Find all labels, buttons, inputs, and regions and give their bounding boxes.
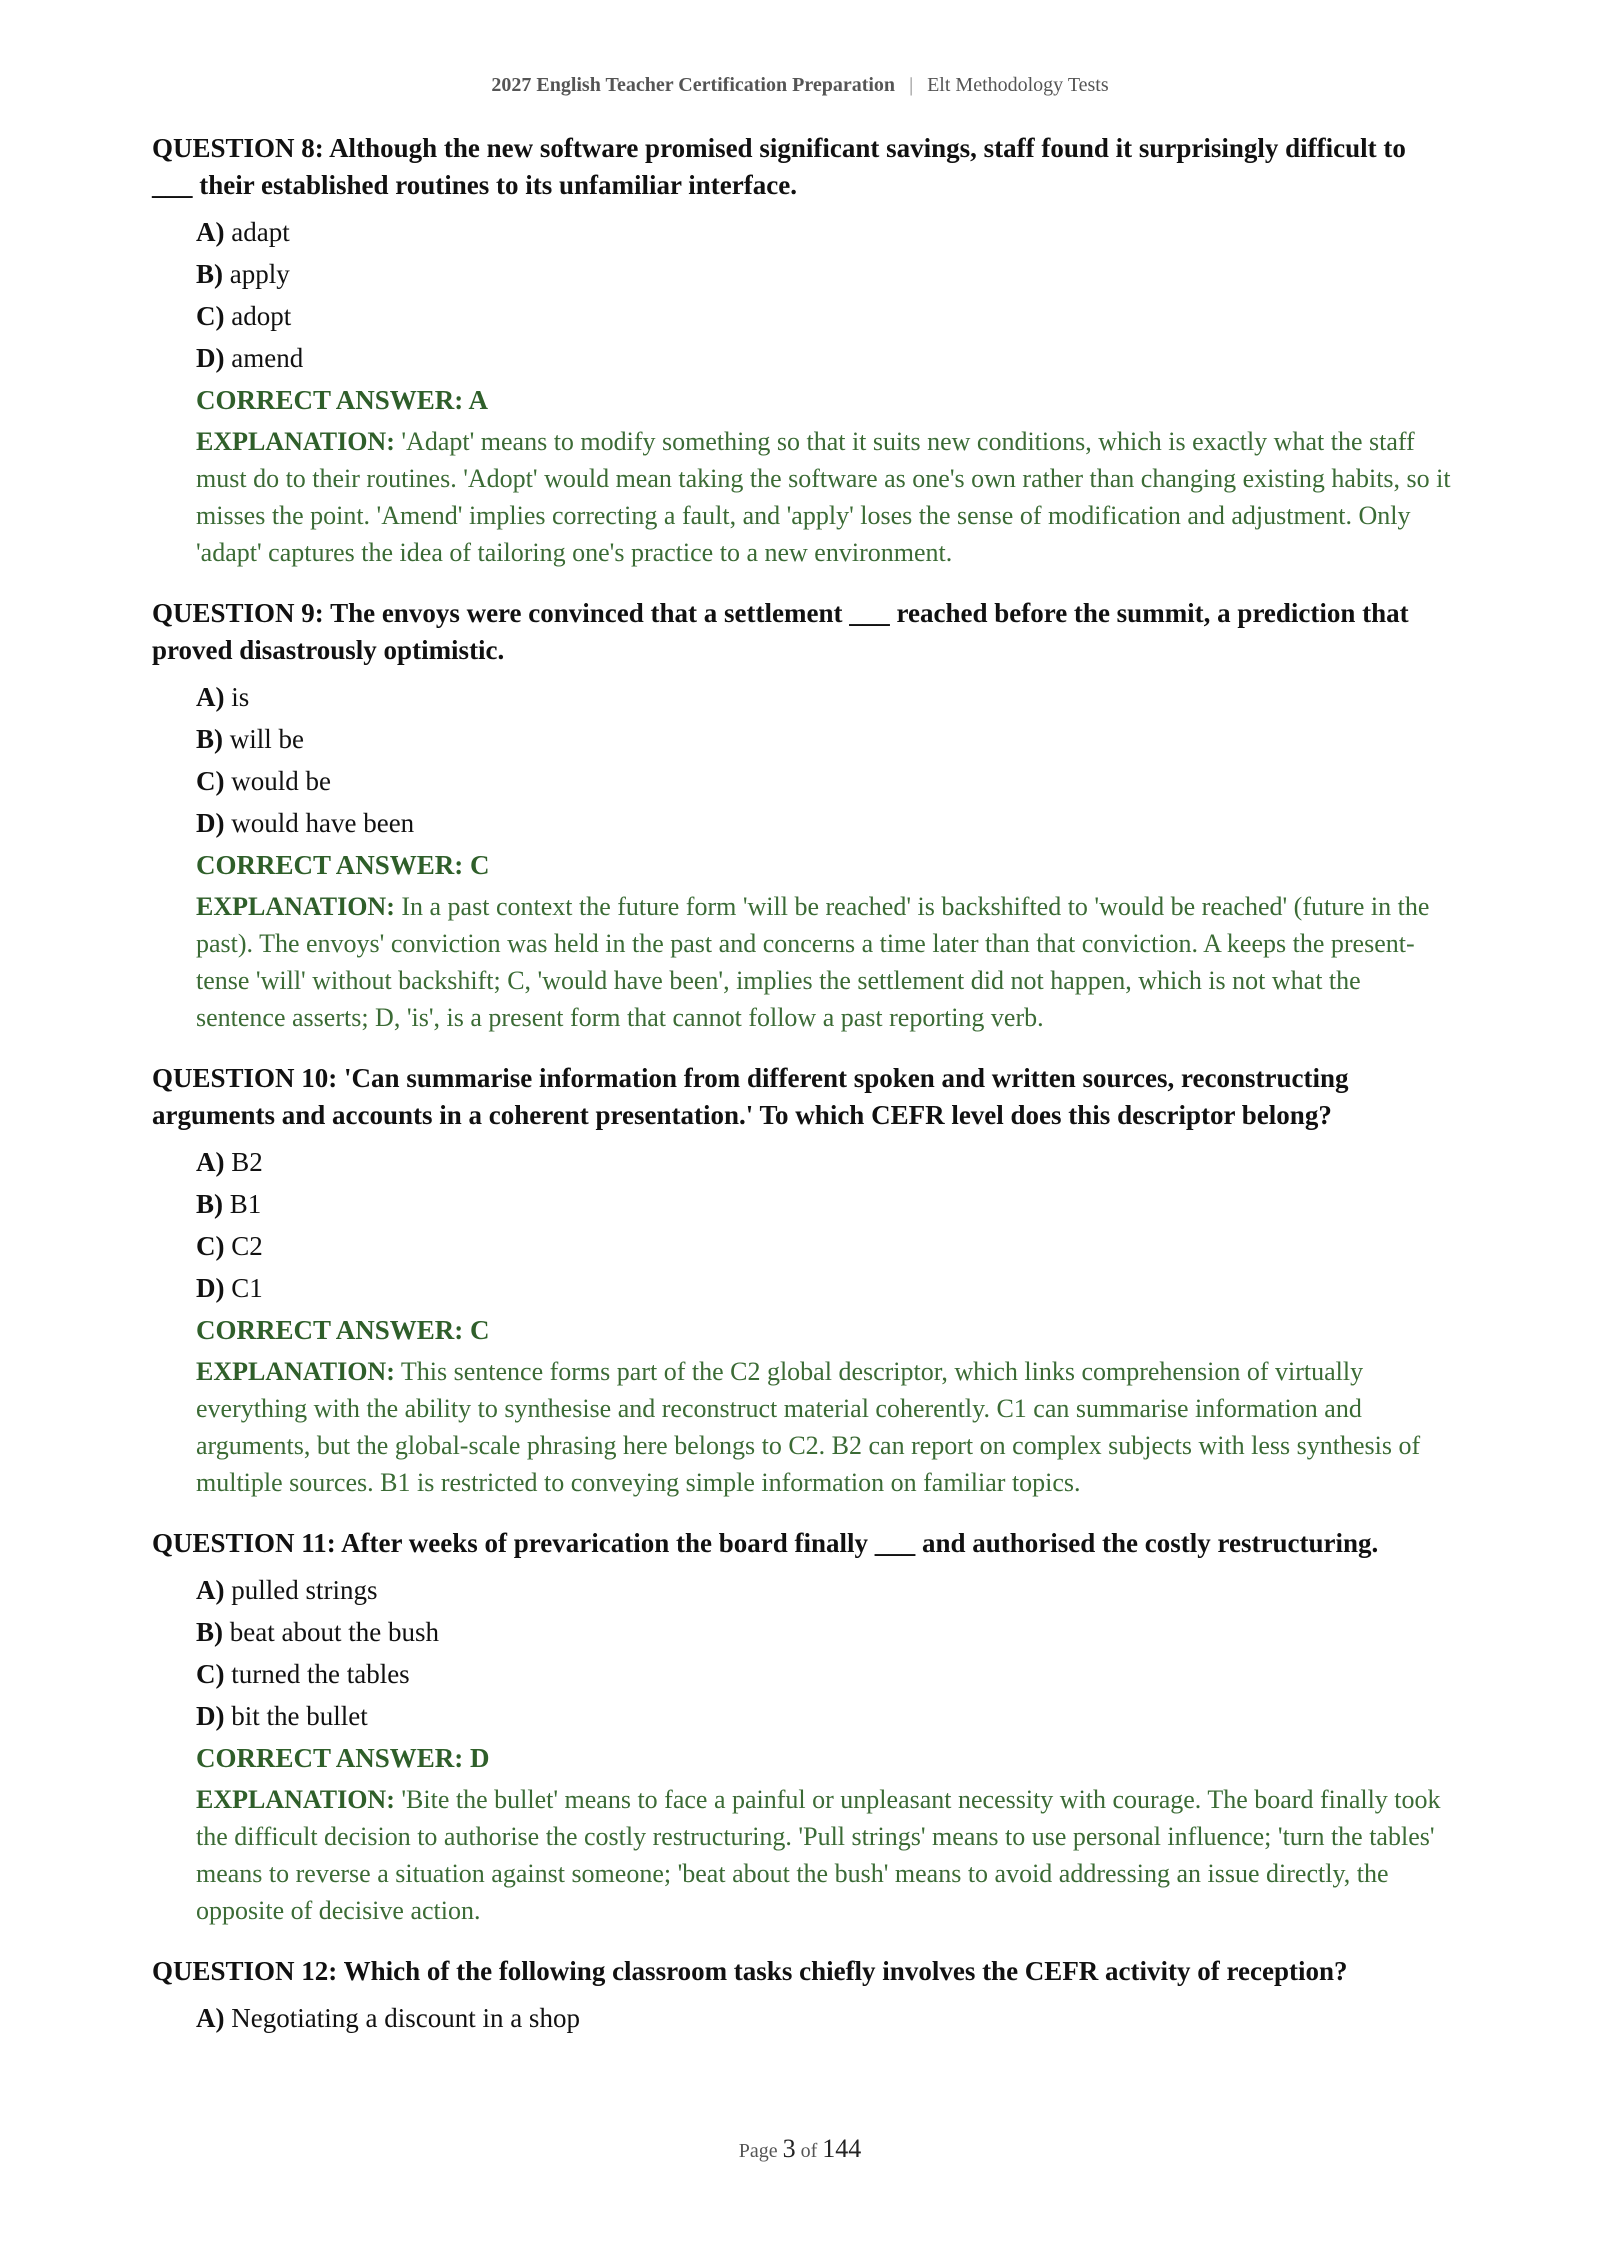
explanation: [196, 1781, 1452, 1929]
explanation: [196, 423, 1452, 571]
option-list: [196, 1569, 1452, 1737]
page-header: [0, 74, 1600, 97]
question-label: QUESTION 8:: [152, 133, 324, 163]
question-text: [152, 1060, 1452, 1134]
option-letter: A): [196, 682, 225, 712]
option-letter: B): [196, 724, 223, 754]
option-text: bit the bullet: [231, 1701, 368, 1731]
question-stem: The envoys were convinced that a settlement ___ reached before the summit, a prediction that proved disastrously optimistic.: [152, 598, 1409, 665]
explanation-text: 'Adapt' means to modify something so that it suits new conditions, which is exactly what the staff must do to their routines. 'Adopt' would mean taking the software as one's own rather than changing existing habits, so it misses the point. 'Amend' implies correcting a fault, and 'apply' loses the sense of modification and adjustment. Only 'adapt' captures the idea of tailoring one's practice to a new environment.: [196, 427, 1451, 567]
question-text: [152, 595, 1452, 669]
option-letter: C): [196, 301, 225, 331]
option-letter: C): [196, 1659, 225, 1689]
option-c: [196, 760, 1452, 802]
page-prefix: Page: [738, 2140, 778, 2162]
option-text: pulled strings: [231, 1575, 378, 1605]
question-text: [152, 1953, 1452, 1990]
option-d: [196, 1695, 1452, 1737]
page-total: 144: [822, 2134, 862, 2163]
option-letter: B): [196, 1189, 223, 1219]
page-number: 3: [782, 2134, 796, 2163]
question-9: [152, 595, 1452, 1036]
page-of: of: [800, 2140, 818, 2162]
header-title: 2027 English Teacher Certification Preparation: [491, 74, 896, 96]
explanation-text: This sentence forms part of the C2 global descriptor, which links comprehension of virtually everything with the ability to synthesise and reconstruct material coherently. C1 can summarise information and arguments, but the global-scale phrasing here belongs to C2. B2 can report on complex subjects with less synthesis of multiple sources. B1 is restricted to conveying simple information on familiar topics.: [196, 1357, 1421, 1497]
question-label: QUESTION 11:: [152, 1528, 336, 1558]
question-label: QUESTION 10:: [152, 1063, 338, 1093]
option-text: is: [231, 682, 250, 712]
question-12: [152, 1953, 1452, 2039]
question-stem: Which of the following classroom tasks chiefly involves the CEFR activity of reception?: [343, 1956, 1348, 1986]
option-list: [196, 1141, 1452, 1309]
option-a: [196, 676, 1452, 718]
question-text: [152, 130, 1452, 204]
option-d: [196, 337, 1452, 379]
question-stem: 'Can summarise information from different spoken and written sources, reconstructing arguments and accounts in a coherent presentation.' To which CEFR level does this descriptor belong?: [152, 1063, 1349, 1130]
question-stem: Although the new software promised significant savings, staff found it surprisingly difficult to ___ their established routines to its unfamiliar interface.: [152, 133, 1406, 200]
option-letter: A): [196, 1575, 225, 1605]
option-text: C2: [231, 1231, 263, 1261]
option-text: will be: [229, 724, 304, 754]
option-letter: B): [196, 259, 223, 289]
option-c: [196, 1653, 1452, 1695]
correct-answer: CORRECT ANSWER: A: [196, 385, 489, 415]
option-letter: A): [196, 217, 225, 247]
option-letter: D): [196, 343, 225, 373]
correct-answer: CORRECT ANSWER: C: [196, 1315, 490, 1345]
page-footer: [0, 2134, 1600, 2164]
header-separator: |: [909, 74, 914, 96]
option-text: apply: [229, 259, 290, 289]
option-text: would have been: [231, 808, 415, 838]
option-letter: D): [196, 1273, 225, 1303]
option-b: [196, 1183, 1452, 1225]
option-a: [196, 1997, 1452, 2039]
option-list: [196, 1997, 1452, 2039]
option-a: [196, 1569, 1452, 1611]
option-c: [196, 1225, 1452, 1267]
question-label: QUESTION 9:: [152, 598, 324, 628]
option-b: [196, 253, 1452, 295]
option-c: [196, 295, 1452, 337]
option-text: turned the tables: [231, 1659, 410, 1689]
question-11: [152, 1525, 1452, 1929]
question-label: QUESTION 12:: [152, 1956, 338, 1986]
explanation: [196, 888, 1452, 1036]
option-letter: D): [196, 808, 225, 838]
option-list: [196, 211, 1452, 379]
option-d: [196, 802, 1452, 844]
option-text: B1: [229, 1189, 262, 1219]
option-text: C1: [231, 1273, 263, 1303]
explanation-label: EXPLANATION:: [196, 892, 395, 921]
option-a: [196, 211, 1452, 253]
option-a: [196, 1141, 1452, 1183]
explanation-label: EXPLANATION:: [196, 1357, 395, 1386]
option-text: adapt: [231, 217, 290, 247]
explanation-text: In a past context the future form 'will be reached' is backshifted to 'would be reached' (future in the past). The envoys' conviction was held in the past and concerns a time later than that conviction. A keeps the present-tense 'will' without backshift; C, 'would have been', implies the settlement did not happen, which is not what the sentence asserts; D, 'is', is a present form that cannot follow a past reporting verb.: [196, 892, 1430, 1032]
option-letter: A): [196, 1147, 225, 1177]
option-text: Negotiating a discount in a shop: [231, 2003, 580, 2033]
option-d: [196, 1267, 1452, 1309]
explanation-label: EXPLANATION:: [196, 1785, 395, 1814]
option-text: adopt: [231, 301, 292, 331]
correct-answer: CORRECT ANSWER: D: [196, 1743, 490, 1773]
question-10: [152, 1060, 1452, 1501]
option-letter: C): [196, 1231, 225, 1261]
question-8: [152, 130, 1452, 571]
option-letter: A): [196, 2003, 225, 2033]
option-b: [196, 1611, 1452, 1653]
explanation-label: EXPLANATION:: [196, 427, 395, 456]
header-subtitle: Elt Methodology Tests: [927, 74, 1109, 96]
option-b: [196, 718, 1452, 760]
explanation-text: 'Bite the bullet' means to face a painful or unpleasant necessity with courage. The board finally took the difficult decision to authorise the costly restructuring. 'Pull strings' means to use personal influence; 'turn the tables' means to reverse a situation against someone; 'beat about the bush' means to avoid addressing an issue directly, the opposite of decisive action.: [196, 1785, 1441, 1925]
question-stem: After weeks of prevarication the board finally ___ and authorised the costly restructuring.: [341, 1528, 1379, 1558]
option-text: beat about the bush: [229, 1617, 439, 1647]
correct-answer: CORRECT ANSWER: C: [196, 850, 490, 880]
option-letter: B): [196, 1617, 223, 1647]
question-list: [152, 130, 1452, 2063]
option-text: would be: [231, 766, 331, 796]
option-letter: C): [196, 766, 225, 796]
option-text: B2: [231, 1147, 263, 1177]
option-list: [196, 676, 1452, 844]
option-letter: D): [196, 1701, 225, 1731]
question-text: [152, 1525, 1452, 1562]
explanation: [196, 1353, 1452, 1501]
option-text: amend: [231, 343, 304, 373]
